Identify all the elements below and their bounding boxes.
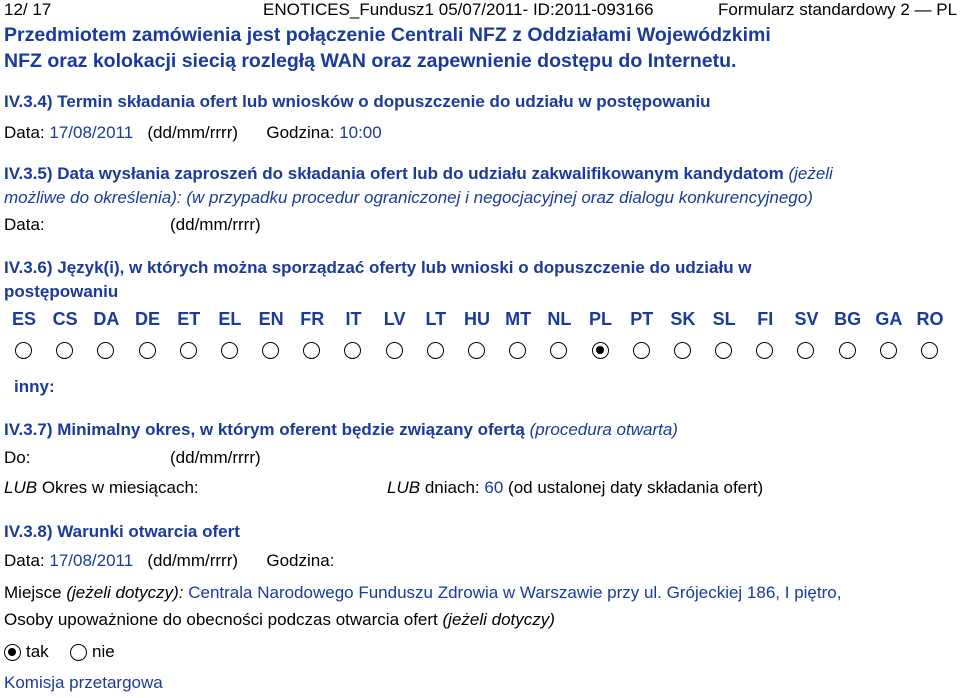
committee-text: Komisja przetargowa: [4, 673, 163, 692]
radio-nie-label: nie: [92, 642, 115, 661]
language-radio-sv[interactable]: [797, 342, 814, 359]
title-line-1: Przedmiotem zamówienia jest połączenie Centrali NFZ z Oddziałami Wojewódzkimi: [4, 24, 771, 46]
language-radio-en[interactable]: [262, 342, 279, 359]
language-label-lt: LT: [425, 309, 447, 329]
s38-place-row: [4, 583, 841, 603]
s35-heading-text: IV.3.5) Data wysłania zaproszeń do składania ofert lub do udziału zakwalifikowanym kandydatom: [4, 164, 784, 183]
language-radio-lv[interactable]: [386, 342, 403, 359]
language-label-fr: FR: [300, 309, 325, 329]
language-label-pl: PL: [589, 309, 613, 329]
section-iv-3-5-heading: [4, 164, 833, 184]
language-label-sv: SV: [794, 309, 819, 329]
s34-time-value: 10:00: [339, 123, 382, 142]
language-radio-row: [7, 342, 947, 362]
document-id: ENOTICES_Fundusz1 05/07/2011- ID:2011-093166: [263, 0, 654, 19]
language-label-it: IT: [345, 309, 362, 329]
language-label-lv: LV: [383, 309, 406, 329]
language-radio-nl[interactable]: [550, 342, 567, 359]
language-radio-pl[interactable]: [592, 342, 609, 359]
s37-days-row: [387, 478, 763, 498]
s35-line-2: możliwe do określenia): (w przypadku procedur ograniczonej i negocjacyjnej oraz dialogu konkurencyjnego): [4, 188, 813, 207]
language-label-row: [7, 309, 947, 333]
title-line-2: NFZ oraz kolokacji siecią rozległą WAN oraz zapewnienie dostępu do Internetu.: [4, 50, 737, 72]
language-label-da: DA: [93, 309, 120, 329]
section-iv-3-4-heading: IV.3.4) Termin składania ofert lub wniosków o dopuszczenie do udziału w postępowaniu: [4, 92, 711, 111]
radio-nie[interactable]: [70, 644, 87, 661]
language-label-nl: NL: [547, 309, 572, 329]
language-label-hu: HU: [464, 309, 490, 329]
language-radio-ga[interactable]: [880, 342, 897, 359]
s37-do-label: Do:: [4, 448, 31, 467]
s34-time-label: Godzina:: [266, 123, 335, 142]
language-radio-cs[interactable]: [56, 342, 73, 359]
language-label-sl: SL: [712, 309, 736, 329]
language-label-bg: BG: [834, 309, 862, 329]
s37-months-row: [4, 478, 199, 498]
s38-date-value: 17/08/2011: [49, 551, 134, 570]
s37-days-label: dniach:: [424, 478, 480, 497]
language-radio-el[interactable]: [221, 342, 238, 359]
language-label-es: ES: [11, 309, 37, 329]
s38-persons-label: Osoby upoważnione do obecności podczas otwarcia ofert: [4, 610, 438, 629]
language-radio-de[interactable]: [139, 342, 156, 359]
language-label-et: ET: [177, 309, 201, 329]
language-label-ga: GA: [875, 309, 903, 329]
language-label-fi: FI: [757, 309, 774, 329]
language-label-de: DE: [135, 309, 161, 329]
s37-days-value: 60: [484, 478, 504, 497]
radio-tak[interactable]: [4, 644, 21, 661]
s34-date-label: Data:: [4, 123, 45, 142]
language-radio-mt[interactable]: [509, 342, 526, 359]
s37-lub-2: LUB: [387, 478, 421, 497]
s35-date-format: (dd/mm/rrrr): [170, 215, 261, 234]
language-label-mt: MT: [505, 309, 532, 329]
s37-days-note: (od ustalonej daty składania ofert): [508, 478, 764, 497]
language-label-sk: SK: [670, 309, 696, 329]
section-iv-3-8-heading: IV.3.8) Warunki otwarcia ofert: [4, 522, 240, 541]
language-label-ro: RO: [916, 309, 944, 329]
form-type: Formularz standardowy 2 — PL: [718, 0, 958, 19]
language-radio-et[interactable]: [180, 342, 197, 359]
language-radio-fi[interactable]: [756, 342, 773, 359]
s37-heading-italic: (procedura otwarta): [529, 420, 678, 439]
section-iv-3-7-heading: [4, 420, 678, 440]
language-label-el: EL: [218, 309, 242, 329]
language-radio-bg[interactable]: [839, 342, 856, 359]
language-radio-sk[interactable]: [674, 342, 691, 359]
s34-date-row: [4, 123, 382, 143]
other-language-label: inny:: [14, 377, 55, 396]
language-radio-hu[interactable]: [468, 342, 485, 359]
language-radio-it[interactable]: [344, 342, 361, 359]
s38-date-label: Data:: [4, 551, 45, 570]
s35-date-label: Data:: [4, 215, 45, 234]
s38-persons-row: [4, 610, 555, 630]
s37-lub-1: LUB: [4, 478, 38, 497]
language-label-en: EN: [258, 309, 284, 329]
s38-time-label: Godzina:: [266, 551, 335, 570]
s34-date-format: (dd/mm/rrrr): [147, 123, 239, 142]
language-radio-lt[interactable]: [427, 342, 444, 359]
s37-date-format: (dd/mm/rrrr): [170, 448, 261, 467]
page-number: 12/ 17: [4, 0, 52, 19]
s38-persons-italic: (jeżeli dotyczy): [442, 610, 555, 629]
s38-date-format: (dd/mm/rrrr): [147, 551, 239, 570]
s34-date-value: 17/08/2011: [49, 123, 134, 142]
language-label-pt: PT: [630, 309, 654, 329]
language-radio-es[interactable]: [15, 342, 32, 359]
language-label-cs: CS: [52, 309, 78, 329]
s38-place-value: Centrala Narodowego Funduszu Zdrowia w Warszawie przy ul. Grójeckiej 186, I piętro,: [188, 583, 842, 602]
language-radio-da[interactable]: [97, 342, 114, 359]
language-radio-ro[interactable]: [921, 342, 938, 359]
language-radio-sl[interactable]: [715, 342, 732, 359]
radio-tak-label: tak: [26, 642, 49, 661]
s37-heading-text: IV.3.7) Minimalny okres, w którym oferent będzie związany ofertą: [4, 420, 525, 439]
s38-place-label: Miejsce: [4, 583, 62, 602]
s38-place-italic: (jeżeli dotyczy):: [66, 583, 184, 602]
s38-date-row: [4, 551, 334, 571]
language-radio-pt[interactable]: [633, 342, 650, 359]
section-iv-3-6-heading-2: postępowaniu: [4, 282, 119, 301]
language-radio-fr[interactable]: [303, 342, 320, 359]
s35-heading-italic: (jeżeli: [788, 164, 833, 183]
s37-months-label: Okres w miesiącach:: [41, 478, 199, 497]
section-iv-3-6-heading-1: IV.3.6) Język(i), w których można sporządzać oferty lub wnioski o dopuszczenie do udziału w: [4, 258, 752, 277]
